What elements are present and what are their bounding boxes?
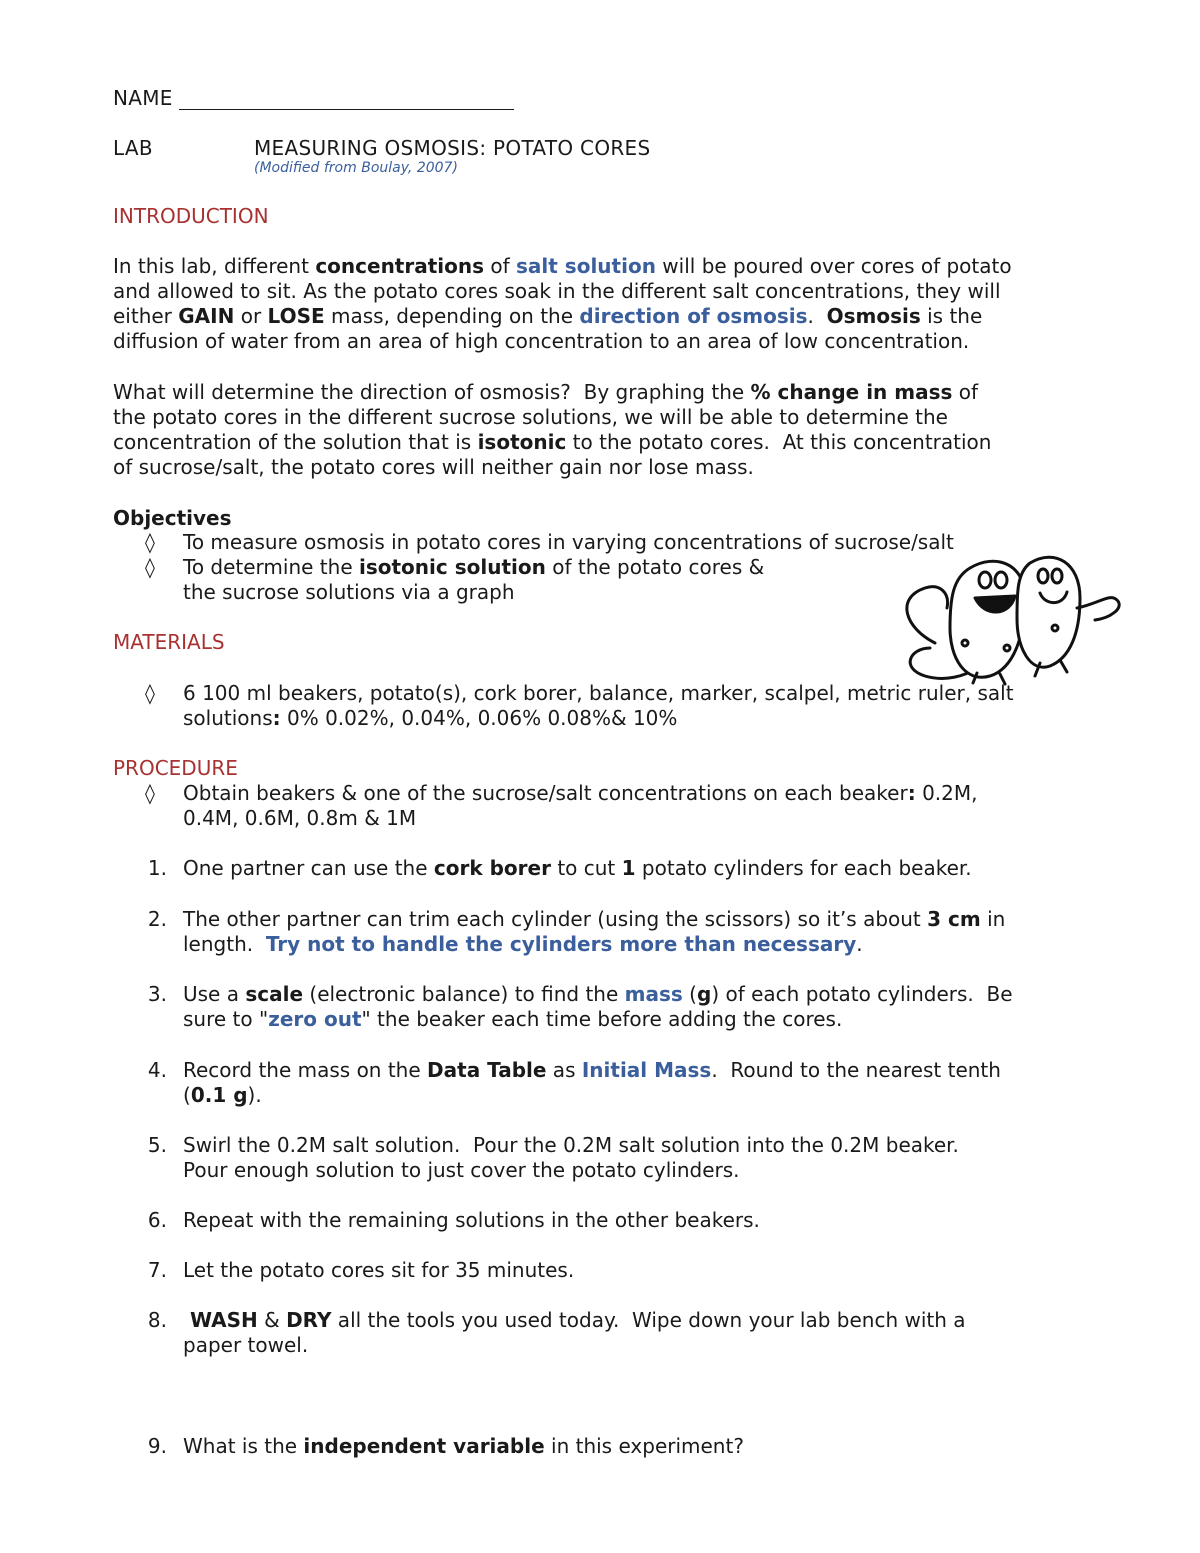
objective-item-2 [183, 555, 764, 605]
bold-percent-change: % change in mass [750, 380, 953, 404]
text-span: Obtain beakers & one of the sucrose/salt concentrations on each beaker [183, 781, 908, 805]
text-line: Swirl the 0.2M salt solution. Pour the 0.2M salt solution into the 0.2M beaker. [183, 1133, 959, 1157]
text-line: 6 100 ml beakers, potato(s), cork borer, balance, marker, scalpel, metric ruler, salt [183, 681, 1014, 705]
bold-concentrations: concentrations [315, 254, 485, 278]
text-span: & [257, 1308, 287, 1332]
text-span: length. [183, 932, 266, 956]
highlight-direction-of-osmosis: direction of osmosis [579, 304, 808, 328]
text-line: 0.4M, 0.6M, 0.8m & 1M [183, 806, 417, 830]
highlight-initial-mass: Initial Mass [581, 1058, 712, 1082]
bold-isotonic-solution: isotonic solution [359, 555, 546, 579]
step-number: 8. [147, 1308, 167, 1332]
text-span: The other partner can trim each cylinder (using the scissors) so it’s about [183, 907, 928, 931]
lab-title: MEASURING OSMOSIS: POTATO CORES [254, 136, 651, 160]
step-number: 7. [147, 1258, 167, 1282]
procedure-bullet [183, 781, 978, 831]
introduction-heading: INTRODUCTION [113, 204, 269, 228]
step-number: 4. [147, 1058, 167, 1082]
objectives-heading: Objectives [113, 506, 232, 530]
text-span: sure to " [183, 1007, 269, 1031]
text-span: or [234, 304, 268, 328]
text-line: Pour enough solution to just cover the potato cylinders. [183, 1158, 740, 1182]
text-span: What will determine the direction of osmosis? By graphing the [113, 380, 751, 404]
step-2 [183, 907, 1005, 957]
text-line: paper towel. [183, 1333, 309, 1357]
materials-list [183, 681, 1014, 731]
step-3 [183, 982, 1013, 1032]
diamond-bullet-icon: ◊ [145, 555, 155, 579]
text-span: of [484, 254, 517, 278]
text-span: . [807, 304, 827, 328]
bold-osmosis: Osmosis [826, 304, 921, 328]
text-span: . [856, 932, 863, 956]
objective-item-1: To measure osmosis in potato cores in varying concentrations of sucrose/salt [183, 530, 954, 554]
potato-cartoon-illustration [895, 548, 1135, 688]
step-number: 6. [147, 1208, 167, 1232]
text-span: In this lab, different [113, 254, 316, 278]
text-span: is the [920, 304, 983, 328]
step-7: Let the potato cores sit for 35 minutes. [183, 1258, 575, 1282]
procedure-heading: PROCEDURE [113, 756, 238, 780]
text-line: and allowed to sit. As the potato cores soak in the different salt concentrations, they will [113, 279, 1001, 303]
bold-dry: DRY [286, 1308, 332, 1332]
text-span: : [907, 781, 916, 805]
bold-3cm: 3 cm [927, 907, 981, 931]
bold-cork-borer: cork borer [433, 856, 551, 880]
step-4 [183, 1058, 1001, 1108]
intro-paragraph-1 [113, 254, 1012, 354]
text-span: : [272, 706, 281, 730]
bold-gain: GAIN [178, 304, 235, 328]
highlight-mass: mass [624, 982, 683, 1006]
text-span: ( [183, 1083, 191, 1107]
text-line: of sucrose/salt, the potato cores will neither gain nor lose mass. [113, 455, 754, 479]
text-span: What is the [183, 1434, 304, 1458]
highlight-salt-solution: salt solution [516, 254, 656, 278]
bold-one: 1 [621, 856, 636, 880]
text-line: the potato cores in the different sucrose solutions, we will be able to determine the [113, 405, 948, 429]
text-span: as [546, 1058, 582, 1082]
bold-g: g [696, 982, 712, 1006]
text-span: to cut [550, 856, 622, 880]
text-span: " the beaker each time before adding the cores. [361, 1007, 843, 1031]
bold-scale: scale [245, 982, 304, 1006]
step-1 [183, 856, 972, 881]
text-span: 0.2M, [915, 781, 978, 805]
diamond-bullet-icon: ◊ [145, 681, 155, 705]
text-span: in [980, 907, 1006, 931]
bold-data-table: Data Table [427, 1058, 547, 1082]
text-span: ) of each potato cylinders. Be [711, 982, 1013, 1006]
text-span: of the potato cores & [545, 555, 765, 579]
diamond-bullet-icon: ◊ [145, 781, 155, 805]
step-9 [183, 1434, 744, 1459]
diamond-bullet-icon: ◊ [145, 530, 155, 554]
source-note: (Modified from Boulay, 2007) [254, 160, 458, 176]
text-span: either [113, 304, 179, 328]
step-number: 1. [147, 856, 167, 880]
text-span: to the potato cores. At this concentration [566, 430, 992, 454]
text-span: Use a [183, 982, 246, 1006]
materials-heading: MATERIALS [113, 630, 225, 654]
text-span: ). [247, 1083, 262, 1107]
bold-wash: WASH [183, 1308, 258, 1332]
highlight-handle-warning: Try not to handle the cylinders more than necessary [265, 932, 857, 956]
name-blank-line[interactable] [179, 87, 514, 110]
text-span: of [952, 380, 979, 404]
text-span: One partner can use the [183, 856, 434, 880]
step-6: Repeat with the remaining solutions in the other beakers. [183, 1208, 760, 1232]
text-span: . Round to the nearest tenth [711, 1058, 1001, 1082]
step-number: 3. [147, 982, 167, 1006]
text-line: diffusion of water from an area of high concentration to an area of low concentration. [113, 329, 970, 353]
bold-0-1-g: 0.1 g [190, 1083, 248, 1107]
text-span: all the tools you used today. Wipe down your lab bench with a [331, 1308, 966, 1332]
text-span: potato cylinders for each beaker. [635, 856, 972, 880]
lab-label: LAB [113, 136, 153, 160]
intro-paragraph-2 [113, 380, 991, 480]
step-number: 2. [147, 907, 167, 931]
text-span: mass, depending on the [324, 304, 580, 328]
name-label: NAME [113, 86, 173, 110]
highlight-zero-out: zero out [268, 1007, 362, 1031]
bold-isotonic: isotonic [477, 430, 567, 454]
text-span: (electronic balance) to find the [303, 982, 625, 1006]
step-8 [183, 1308, 966, 1358]
step-number: 5. [147, 1133, 167, 1157]
text-span: ( [682, 982, 697, 1006]
text-span: in this experiment? [544, 1434, 744, 1458]
text-span: solutions [183, 706, 273, 730]
text-line: the sucrose solutions via a graph [183, 580, 515, 604]
bold-lose: LOSE [267, 304, 325, 328]
text-span: concentration of the solution that is [113, 430, 478, 454]
step-number: 9. [147, 1434, 167, 1458]
text-span: To determine the [183, 555, 359, 579]
step-5 [183, 1133, 959, 1183]
name-field-row [113, 86, 514, 110]
bold-independent-variable: independent variable [303, 1434, 545, 1458]
text-span: 0% 0.02%, 0.04%, 0.06% 0.08%& 10% [280, 706, 678, 730]
text-span: Record the mass on the [183, 1058, 428, 1082]
text-span: will be poured over cores of potato [655, 254, 1012, 278]
